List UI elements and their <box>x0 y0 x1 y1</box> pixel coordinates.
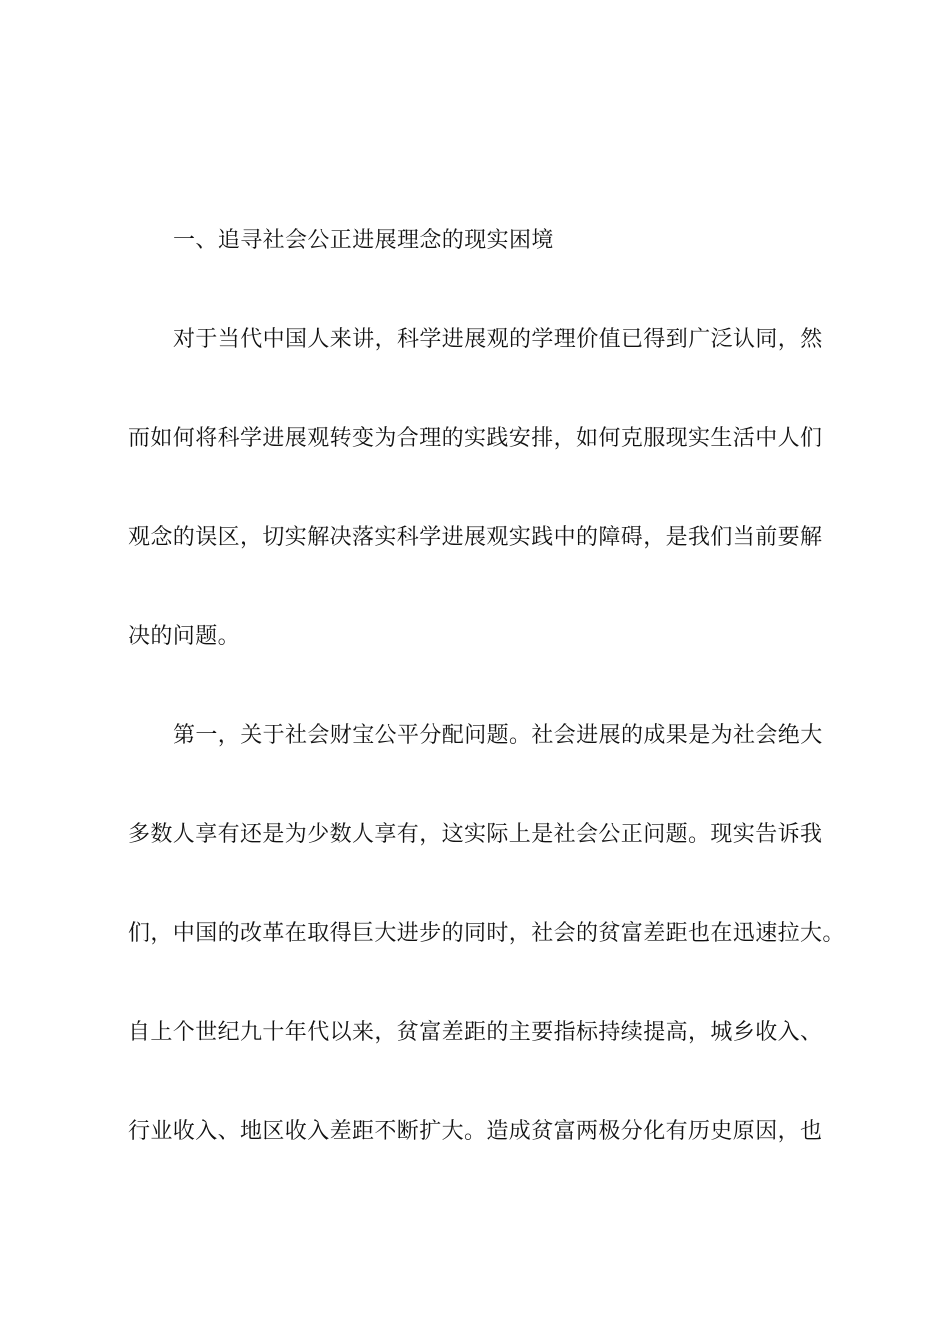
paragraph-line: 观念的误区，切实解决落实科学进展观实践中的障碍，是我们当前要解 <box>128 525 823 550</box>
paragraph-line: 多数人享有还是为少数人享有，这实际上是社会公正问题。现实告诉我 <box>128 822 823 847</box>
paragraph-line: 自上个世纪九十年代以来，贫富差距的主要指标持续提高，城乡收入、 <box>128 1020 823 1045</box>
section-heading: 一、追寻社会公正进展理念的现实困境 <box>173 228 554 253</box>
paragraph-line: 决的问题。 <box>128 624 241 649</box>
paragraph-line: 第一，关于社会财宝公平分配问题。社会进展的成果是为社会绝大 <box>173 723 823 748</box>
paragraph-line: 们，中国的改革在取得巨大进步的同时，社会的贫富差距也在迅速拉大。 <box>128 921 845 946</box>
paragraph-line: 行业收入、地区收入差距不断扩大。造成贫富两极分化有历史原因，也 <box>128 1119 823 1144</box>
paragraph-line: 而如何将科学进展观转变为合理的实践安排，如何克服现实生活中人们 <box>128 426 823 451</box>
paragraph-line: 对于当代中国人来讲，科学进展观的学理价值已得到广泛认同，然 <box>173 327 823 352</box>
